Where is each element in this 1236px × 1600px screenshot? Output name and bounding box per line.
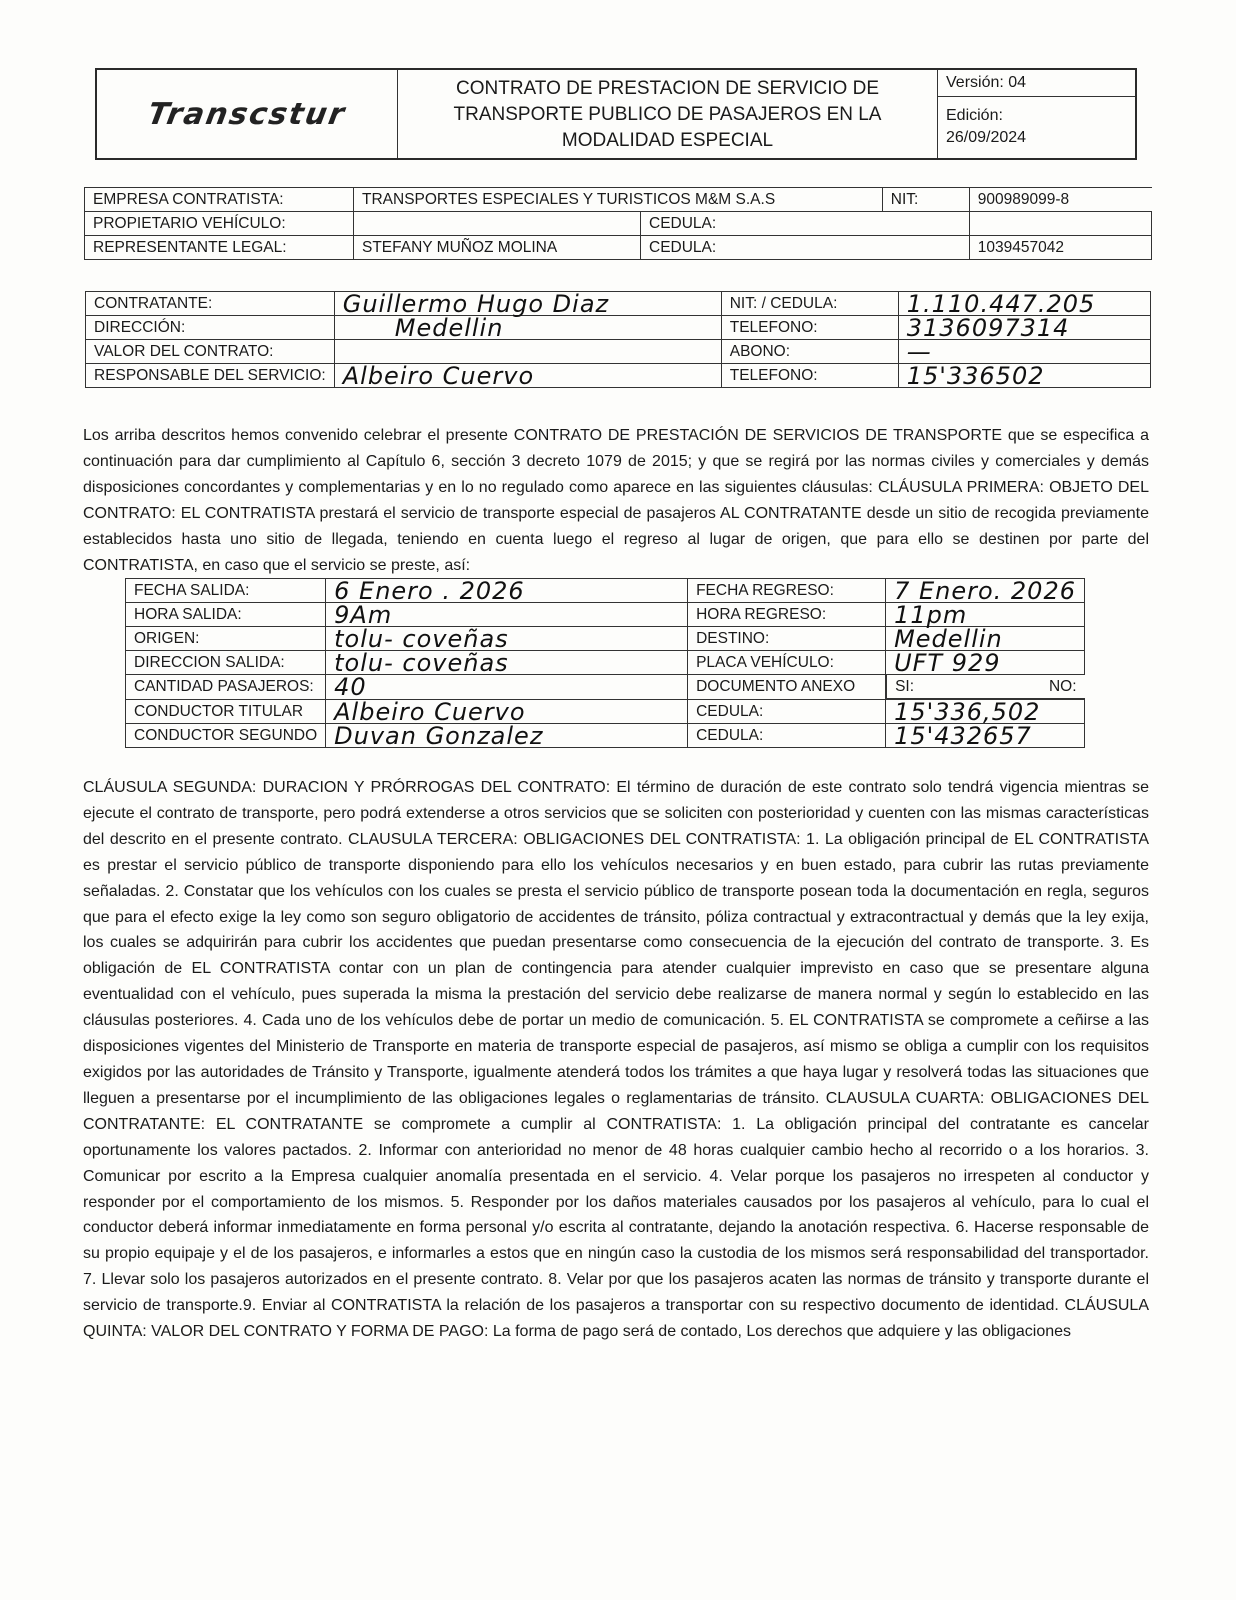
logo-text: Transcstur — [145, 96, 349, 132]
table-row — [126, 651, 1085, 675]
table-row — [126, 675, 1085, 700]
table-row — [126, 724, 1085, 748]
propietario-value — [354, 212, 641, 236]
edition-label: Edición: — [946, 107, 1003, 124]
company-table — [84, 187, 1152, 260]
placa-value[interactable]: UFT 929 — [886, 651, 1085, 675]
nit-cedula-label: NIT: / CEDULA: — [721, 292, 898, 316]
table-row — [86, 292, 1151, 316]
conductor-segundo-value[interactable]: Duvan Gonzalez — [326, 724, 688, 748]
direccion-value[interactable]: Medellin — [334, 316, 721, 340]
intro-paragraph — [83, 423, 1149, 578]
propietario-label: PROPIETARIO VEHÍCULO: — [85, 212, 354, 236]
si-checkbox[interactable]: SI: — [895, 677, 915, 695]
representante-value: STEFANY MUÑOZ MOLINA — [354, 236, 641, 260]
fecha-regreso-value[interactable]: 7 Enero. 2026 — [886, 579, 1085, 603]
version-label: Versión: 04 — [938, 70, 1135, 97]
nit-value: 900989099-8 — [969, 188, 1151, 212]
contratante-label: CONTRATANTE: — [86, 292, 335, 316]
table-row — [86, 340, 1151, 364]
clauses-paragraph — [83, 775, 1149, 1345]
abono-value[interactable]: — — [898, 340, 1150, 364]
hora-salida-label: HORA SALIDA: — [126, 603, 326, 627]
empresa-label: EMPRESA CONTRATISTA: — [85, 188, 354, 212]
direccion-salida-value[interactable]: tolu- coveñas — [326, 651, 688, 675]
telefono-value[interactable]: 3136097314 — [898, 316, 1150, 340]
title-line: TRANSPORTE PUBLICO DE PASAJEROS EN LA — [453, 104, 882, 125]
table-row — [126, 700, 1085, 724]
direccion-salida-label: DIRECCION SALIDA: — [126, 651, 326, 675]
client-table — [85, 291, 1151, 388]
fecha-regreso-label: FECHA REGRESO: — [688, 579, 886, 603]
cedula-label: CEDULA: — [641, 212, 970, 236]
telefono-label: TELEFONO: — [721, 316, 898, 340]
title-line: CONTRATO DE PRESTACION DE SERVICIO DE — [456, 78, 879, 99]
destino-label: DESTINO: — [688, 627, 886, 651]
conductor-segundo-label: CONDUCTOR SEGUNDO — [126, 724, 326, 748]
intro-text: Los arriba descritos hemos convenido celebrar el presente CONTRATO DE PRESTACIÓN DE SERVICIOS DE TRANSPORTE que se especifica a continuación para dar cumplimiento al Capítulo 6, sección 3 decreto 1079 de 2015; y que se regirá por las normas civiles y comerciales y demás disposiciones concordantes y complementarias y en lo no regulado como aparece en las siguientes cláusulas: CLÁUSULA PRIMERA: OBJETO DEL CONTRATO: EL CONTRATISTA prestará el servicio de transporte especial de pasajeros AL CONTRATANTE desde un sitio de recogida previamente establecidos hasta uno sitio de llegada, teniendo en cuenta luego el regreso al lugar de origen, que para ello se destinen por parte del CONTRATISTA, en caso que el servicio se preste, así: — [83, 427, 1149, 574]
version-box — [938, 70, 1135, 158]
nit-label: NIT: — [882, 188, 969, 212]
cantidad-value[interactable]: 40 — [326, 675, 688, 700]
valor-value[interactable] — [334, 340, 721, 364]
cedula-label: CEDULA: — [641, 236, 970, 260]
cantidad-label: CANTIDAD PASAJEROS: — [126, 675, 326, 700]
abono-label: ABONO: — [721, 340, 898, 364]
table-row — [86, 364, 1151, 388]
table-row — [126, 579, 1085, 603]
document-title — [398, 70, 938, 158]
clauses-text: CLÁUSULA SEGUNDA: DURACION Y PRÓRROGAS DEL CONTRATO: El término de duración de este contrato solo tendrá vigencia mientras se ejecute el contrato de transporte, pero podrá extenderse a otros servicios que se soliciten con posterioridad y cuenten con las mismas características del descrito en el presente contrato. CLAUSULA TERCERA: OBLIGACIONES DEL CONTRATISTA: 1. La obligación principal de EL CONTRATISTA es prestar el servicio público de transporte disponiendo para ello los vehículos necesarios y en buen estado, para cubrir las rutas previamente señaladas. 2. Constatar que los vehículos con los cuales se presta el servicio público de transporte posean toda la documentación en regla, seguros que para el efecto exige la ley como son seguro obligatorio de accidentes de tránsito, póliza contractual y extracontractual y demás que la ley exija, los cuales se adquirirán para cubrir los accidentes que puedan presentarse como consecuencia de la ejecución del contrato de transporte. 3. Es obligación de EL CONTRATISTA contar con un plan de contingencia para atender cualquier imprevisto en caso que se presentare alguna eventualidad con el vehículo, pues superada la misma la prestación del servicio debe realizarse de manera normal y según lo establecido en las cláusulas posteriores. 4. Cada uno de los vehículos debe de portar un medio de comunicación. 5. EL CONTRATISTA se compromete a ceñirse a las disposiciones vigentes del Ministerio de Transporte en materia de transporte especial de pasajeros, así mismo se obliga a cumplir con los requisitos exigidos por las autoridades de Tránsito y Transporte, igualmente atenderá todos los trámites a que haya lugar y resolverá todas las situaciones que lleguen a presentarse por el incumplimiento de las obligaciones legales o reglamentarias de tránsito. CLAUSULA CUARTA: OBLIGACIONES DEL CONTRATANTE: EL CONTRATANTE se compromete a cumplir al CONTRATISTA: 1. La obligación principal del contratante es cancelar oportunamente los valores pactados. 2. Informar con anterioridad no menor de 48 horas cualquier cambio hecho al recorrido o a los horarios. 3. Comunicar por escrito a la Empresa cualquier anomalía presentada en el servicio. 4. Velar porque los pasajeros no irrespeten al conductor y responder por el comportamiento de los mismos. 5. Responder por los daños materiales causados por los pasajeros al vehículo, para lo cual el conductor deberá informar inmediatamente en forma personal y/o escrita al contratante, dejando la anotación respectiva. 6. Hacerse responsable de su propio equipaje y el de los pasajeros, e informarles a estos que en ningún caso la custodia de los mismos será responsabilidad del transportador. 7. Llevar solo los pasajeros autorizados en el presente contrato. 8. Velar por que los pasajeros acaten las normas de tránsito y transporte durante el servicio de transporte.9. Enviar al CONTRATISTA la relación de los pasajeros a transportar con su respectivo documento de identidad. CLÁUSULA QUINTA: VALOR DEL CONTRATO Y FORMA DE PAGO: La forma de pago será de contado, Los derechos que adquiere y las obligaciones — [83, 779, 1149, 1341]
conductor-titular-label: CONDUCTOR TITULAR — [126, 700, 326, 724]
edition-date: 26/09/2024 — [946, 129, 1027, 146]
hora-regreso-value[interactable]: 11pm — [886, 603, 1085, 627]
responsable-telefono-value[interactable]: 15'336502 — [898, 364, 1150, 388]
documento-anexo-options — [886, 675, 1084, 699]
contratante-value[interactable]: Guillermo Hugo Diaz — [334, 292, 721, 316]
conductor-titular-cedula[interactable]: 15'336,502 — [886, 700, 1085, 724]
nit-cedula-value[interactable]: 1.110.447.205 — [898, 292, 1150, 316]
direccion-label: DIRECCIÓN: — [86, 316, 335, 340]
fecha-salida-label: FECHA SALIDA: — [126, 579, 326, 603]
placa-label: PLACA VEHÍCULO: — [688, 651, 886, 675]
valor-label: VALOR DEL CONTRATO: — [86, 340, 335, 364]
hora-regreso-label: HORA REGRESO: — [688, 603, 886, 627]
fecha-salida-value[interactable]: 6 Enero . 2026 — [326, 579, 688, 603]
table-row — [85, 188, 1152, 212]
documento-anexo-label: DOCUMENTO ANEXO — [688, 675, 886, 700]
conductor-segundo-cedula[interactable]: 15'432657 — [886, 724, 1085, 748]
representante-cedula: 1039457042 — [969, 236, 1151, 260]
trip-table — [125, 578, 1085, 748]
table-row — [85, 212, 1152, 236]
table-row — [85, 236, 1152, 260]
hora-salida-value[interactable]: 9Am — [326, 603, 688, 627]
telefono-label: TELEFONO: — [721, 364, 898, 388]
responsable-label: RESPONSABLE DEL SERVICIO: — [86, 364, 335, 388]
document-header — [95, 68, 1137, 160]
title-line: MODALIDAD ESPECIAL — [561, 130, 774, 151]
propietario-cedula — [969, 212, 1151, 236]
no-checkbox[interactable]: NO: — [1048, 677, 1077, 695]
conductor-titular-value[interactable]: Albeiro Cuervo — [326, 700, 688, 724]
responsable-value[interactable]: Albeiro Cuervo — [334, 364, 721, 388]
origen-label: ORIGEN: — [126, 627, 326, 651]
destino-value[interactable]: Medellin — [886, 627, 1085, 651]
table-row — [86, 316, 1151, 340]
empresa-value: TRANSPORTES ESPECIALES Y TURISTICOS M&M S.A.S — [354, 188, 883, 212]
origen-value[interactable]: tolu- coveñas — [326, 627, 688, 651]
company-logo — [97, 70, 398, 158]
representante-label: REPRESENTANTE LEGAL: — [85, 236, 354, 260]
cedula-label: CEDULA: — [688, 724, 886, 748]
cedula-label: CEDULA: — [688, 700, 886, 724]
table-row — [126, 627, 1085, 651]
table-row — [126, 603, 1085, 627]
